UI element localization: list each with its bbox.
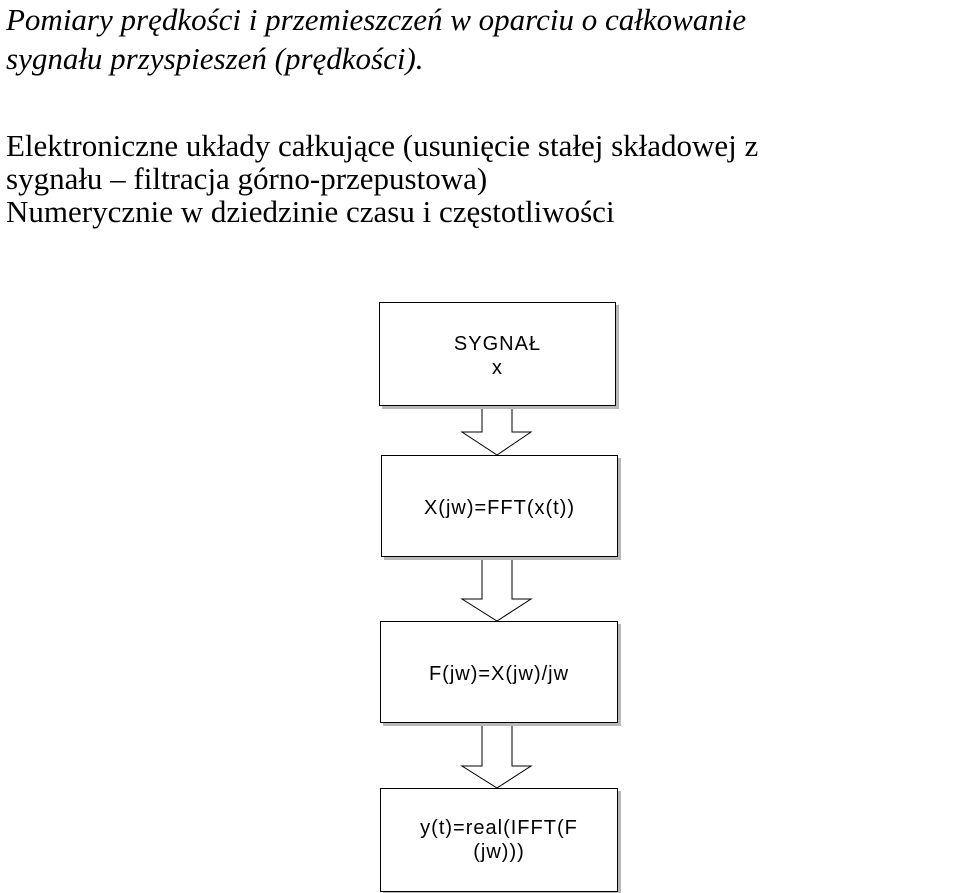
flowchart-step-ifft [380, 788, 618, 892]
arrow-down-icon [462, 723, 531, 788]
arrow-down-icon [462, 557, 531, 621]
step-label: SYGNAŁ [453, 333, 542, 355]
step-label: X(jw)=FFT(x(t)) [423, 497, 576, 519]
title-line-1: Pomiary prędkości i przemieszczeń w oparciu o całkowanie [6, 2, 747, 37]
step-label: x [492, 357, 503, 379]
flowchart-step-signal [379, 302, 616, 406]
flowchart-step-fft [381, 455, 618, 557]
title-line-2: sygnału przyspieszeń (prędkości). [6, 41, 424, 76]
description-line-3: Numerycznie w dziedzinie czasu i częstotliwości [6, 194, 615, 229]
description-line-1: Elektroniczne układy całkujące (usunięcie stałej składowej z [6, 128, 759, 163]
arrow-down-icon [462, 406, 531, 455]
description [6, 129, 956, 228]
step-label: y(t)=real(IFFT(F [420, 817, 578, 839]
step-label: F(jw)=X(jw)/jw [428, 663, 570, 685]
description-line-2: sygnału – filtracja górno-przepustowa) [6, 161, 488, 196]
page-title [6, 0, 956, 78]
step-label: (jw))) [473, 841, 525, 863]
flowchart-step-division [380, 621, 618, 723]
